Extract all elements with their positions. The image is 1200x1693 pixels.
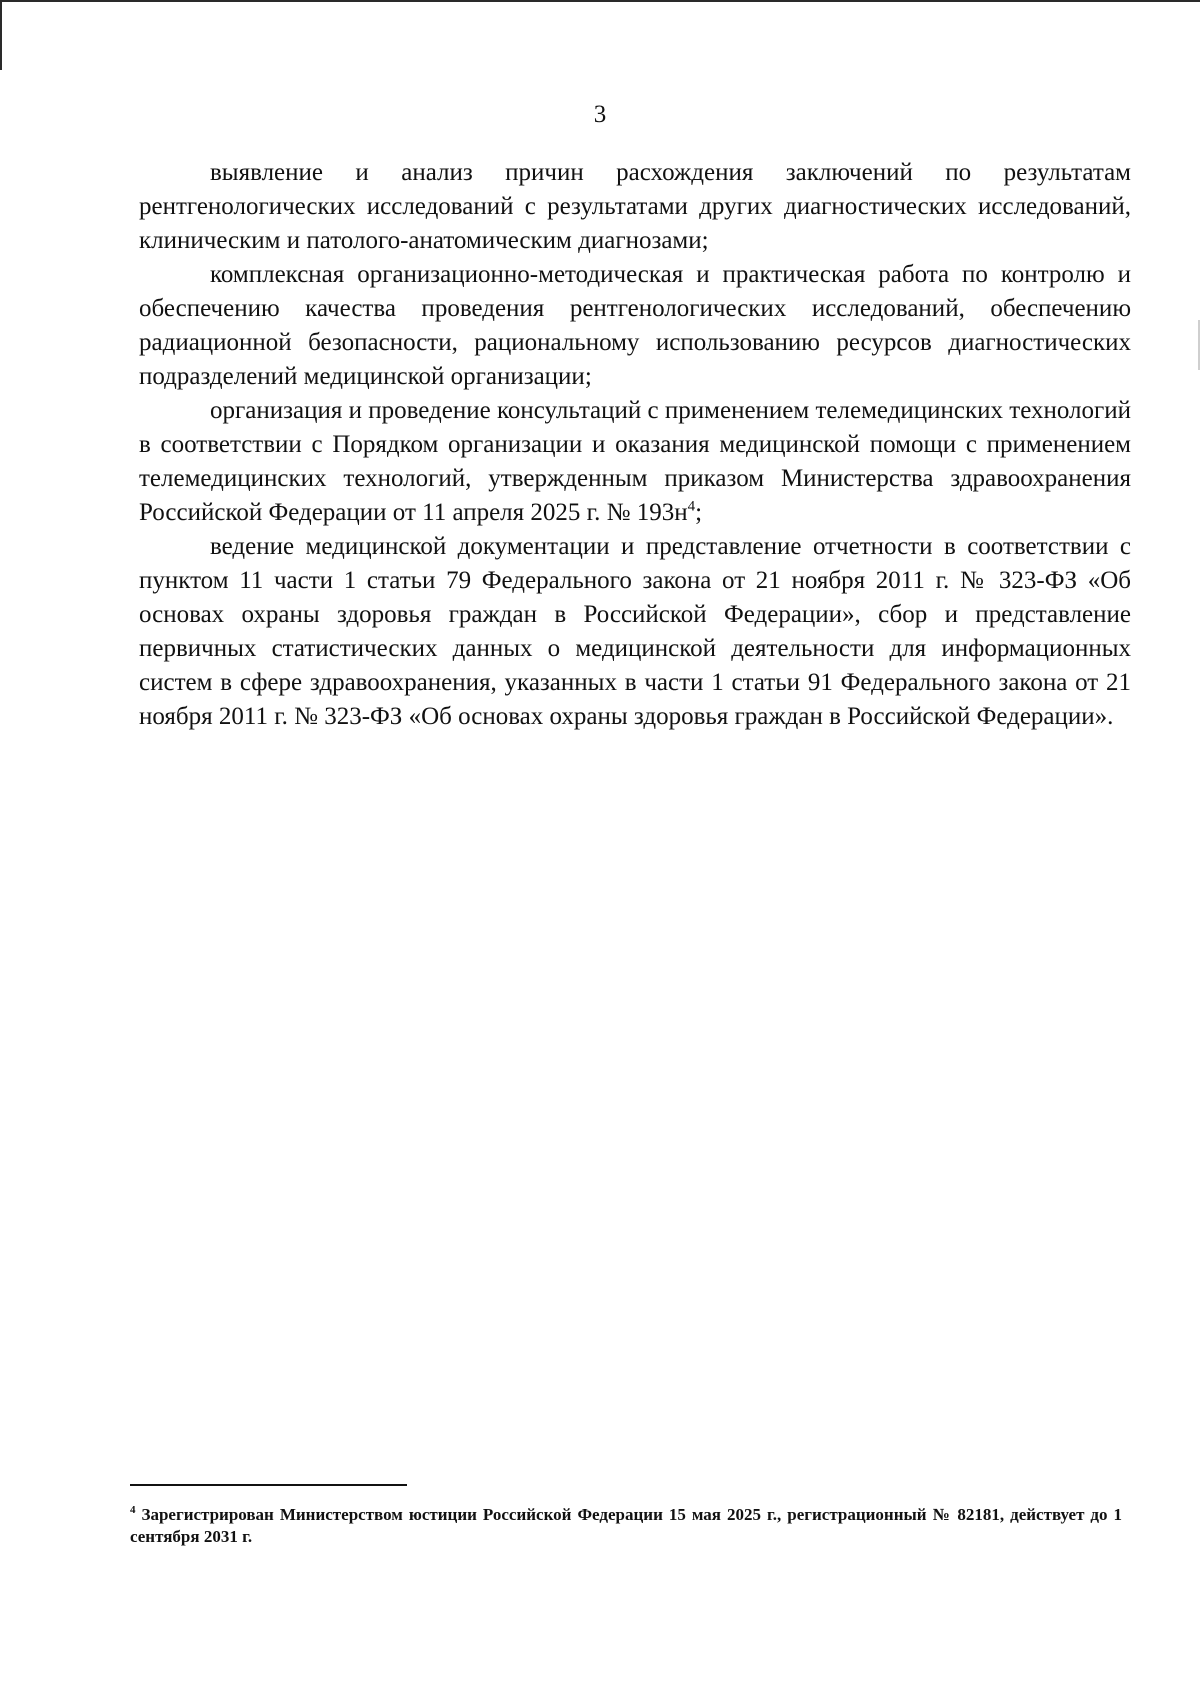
paragraph-telemedicine-text: организация и проведение консультаций с применением телемедицинских технологий в соответствии с Порядком организации и оказания медицинской помощи с применением телемедицинских технологий, утвержденным приказом Министерства здравоохранения Российской Федерации от 11 апреля 2025 г. № 193н <box>139 397 1131 526</box>
paragraph-telemedicine-end: ; <box>695 499 703 526</box>
paragraph-quality-control: комплексная организационно-методическая и практическая работа по контролю и обеспечению качества проведения рентгенологических исследований, обеспечению радиационной безопасности, рациональному использованию ресурсов диагностических подразделений медицинской организации; <box>139 261 1131 390</box>
paragraph-documentation: ведение медицинской документации и представление отчетности в соответствии с пунктом 11 части 1 статьи 79 Федерального закона от 21 ноября 2011 г. № 323-ФЗ «Об основах охраны здоровья граждан в Российской Федерации», сбор и представление первичных статистических данных о медицинской деятельности для информационных систем в сфере здравоохранения, указанных в части 1 статьи 91 Федерального закона от 21 ноября 2011 г. № 323-ФЗ «Об основах охраны здоровья граждан в Российской Федерации». <box>139 533 1131 730</box>
footnote-separator <box>130 1484 407 1486</box>
page-number: 3 <box>593 101 607 128</box>
scan-border-top <box>0 0 1200 2</box>
paragraph-telemedicine <box>139 394 1131 530</box>
footnote-marker: 4 <box>130 1504 136 1517</box>
document-body <box>139 156 1131 734</box>
footnote-reference[interactable]: 4 <box>687 498 696 515</box>
scan-border-left <box>0 0 2 70</box>
footnote <box>130 1504 1122 1548</box>
footnote-text: Зарегистрирован Министерством юстиции Российской Федерации 15 мая 2025 г., регистрационный № 82181, действует до 1 сентября 2031 г. <box>130 1505 1122 1546</box>
paragraph-discrepancy-analysis: выявление и анализ причин расхождения заключений по результатам рентгенологических исследований с результатами других диагностических исследований, клиническим и патолого-анатомическим диагнозами; <box>139 159 1131 254</box>
